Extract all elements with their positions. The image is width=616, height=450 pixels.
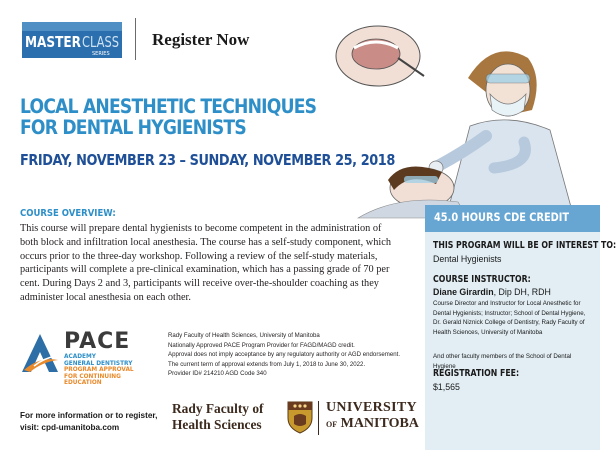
pace-logo-icon	[20, 332, 60, 374]
university-crest-icon	[286, 400, 314, 434]
pace-wordmark: PACE	[64, 329, 131, 354]
hygienist-illustration	[318, 18, 600, 218]
pace-sub-line2: GENERAL DENTISTRY	[64, 360, 133, 367]
more-info-line1: For more information or to register,	[20, 411, 158, 420]
pace-subtitle	[64, 354, 134, 387]
logo-master-text: MASTER	[25, 33, 82, 51]
pace-sub-line3: PROGRAM APPROVAL	[64, 367, 134, 374]
fee-heading: REGISTRATION FEE:	[433, 368, 520, 379]
pace-note: The current term of approval extends from July 1, 2018 to June 30, 2022.	[168, 360, 366, 368]
overview-body: This course will prepare dental hygienists to become competent in the administration of both block and infiltration local anesthesia. The course has a self-study component, which occurs prior to the three-day workshop. Following a review of the self-study materials, participants will complete a pre-clinical examination, which has a passing grade of 70 per cent. During Days 2 and 3, participants will receive over-the-shoulder coaching as they administer local anesthesia on each other.	[20, 223, 391, 303]
interest-heading: THIS PROGRAM WILL BE OF INTEREST TO:	[433, 240, 616, 251]
pace-note: Rady Faculty of Health Sciences, University of Manitoba	[168, 332, 320, 339]
pace-sub-line4: FOR CONTINUING	[64, 373, 121, 380]
course-title	[20, 95, 317, 139]
logo-series-text: SERIES	[92, 51, 110, 57]
more-info	[20, 410, 157, 433]
course-title-line2: FOR DENTAL HYGIENISTS	[20, 116, 246, 139]
rady-line1: Rady Faculty of	[172, 401, 264, 416]
pace-sub-line1: ACADEMY	[64, 354, 96, 360]
overview-heading: COURSE OVERVIEW:	[20, 208, 116, 219]
header-divider	[135, 18, 136, 60]
uofm-line1: UNIVERSITY	[326, 400, 417, 415]
pace-note: Approval does not imply acceptance by any regulatory authority or AGD endorsement.	[168, 351, 401, 359]
register-now-link[interactable]: Register Now	[152, 30, 250, 49]
pace-note: Nationally Approved PACE Program Provider for FAGD/MAGD credit.	[168, 341, 355, 349]
instructor-description: Course Director and Instructor for Local Anesthetic for Dental Hygienists; Instructor; School of Dental Hygiene, Dr. Gerald Niznick College of Dentistry, Rady Faculty of Health Sciences, University of Manitoba	[433, 300, 586, 336]
rady-line2: Health Sciences	[172, 416, 262, 432]
university-of-manitoba-logo	[326, 400, 419, 433]
fee-value: $1,565	[433, 382, 460, 392]
masterclass-logo	[22, 22, 122, 58]
footer-divider	[318, 401, 319, 435]
other-faculty: And other faculty members of the School of Dental Hygiene	[433, 353, 572, 370]
logo-class-text: CLASS	[82, 33, 119, 51]
pace-note: Provider ID# 214210 AGD Code 340	[168, 370, 267, 378]
pace-sub-line5: EDUCATION	[64, 380, 102, 387]
course-dates: FRIDAY, NOVEMBER 23 – SUNDAY, NOVEMBER 25, 2018	[20, 151, 395, 169]
cde-credit: 45.0 HOURS CDE CREDIT	[434, 210, 570, 224]
instructor-name: Diane Girardin	[433, 287, 494, 297]
interest-value: Dental Hygienists	[433, 254, 502, 264]
uofm-of: OF	[326, 420, 338, 429]
pace-approval-notes	[168, 331, 413, 379]
instructor-line	[433, 287, 551, 297]
rady-faculty-logo	[172, 401, 264, 432]
website-link[interactable]: visit: cpd-umanitoba.com	[20, 422, 120, 432]
uofm-line2: MANITOBA	[340, 416, 419, 431]
course-title-line1: LOCAL ANESTHETIC TECHNIQUES	[20, 95, 317, 118]
instructor-credentials: , Dip DH, RDH	[493, 287, 551, 297]
instructor-heading: COURSE INSTRUCTOR:	[433, 274, 531, 285]
